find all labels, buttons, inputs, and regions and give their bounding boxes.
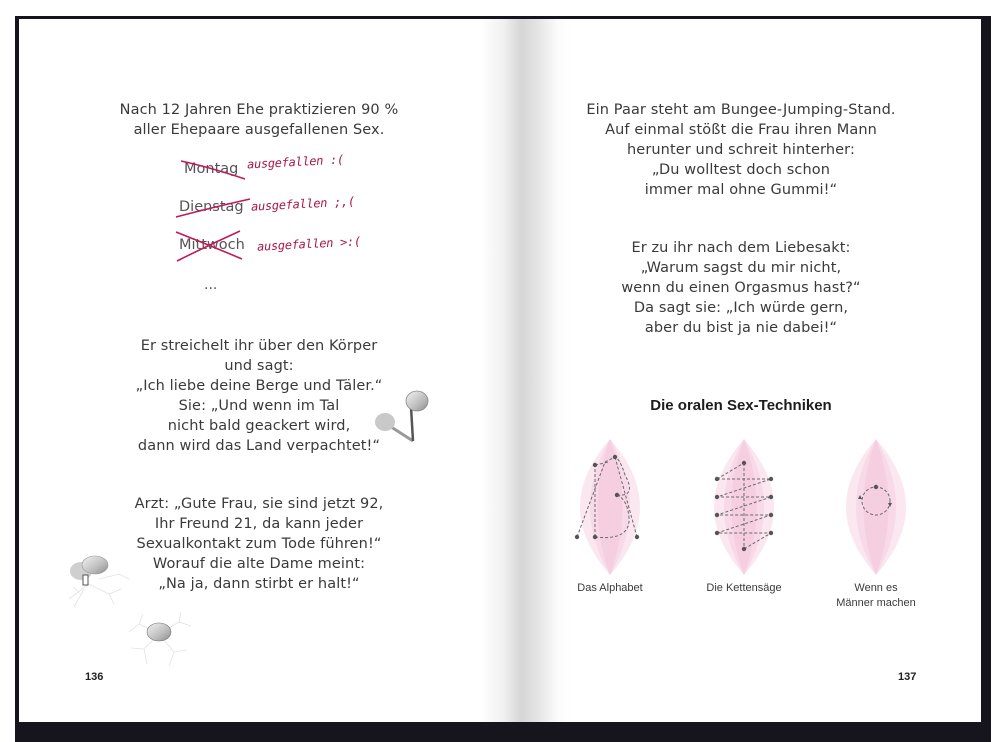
day-label: Dienstag	[179, 199, 244, 215]
joke-line: Worauf die alte Dame meint:	[152, 556, 366, 572]
day-row-mittwoch	[169, 235, 409, 273]
day-label: Mittwoch	[179, 237, 245, 253]
page-number-right: 137	[898, 671, 917, 683]
joke-line: aber du bist ja nie dabei!“	[644, 320, 838, 336]
alphabet-path-diagram-icon	[565, 437, 655, 577]
left-page	[19, 19, 499, 722]
technique-alphabet	[555, 437, 665, 596]
joke-line: „Na ja, dann stirbt er halt!“	[158, 576, 360, 592]
joke-line: „Du wolltest doch schon	[651, 162, 831, 178]
handwritten-note: ausgefallen :(	[246, 152, 345, 172]
technique-label-line: Wenn es	[854, 582, 898, 594]
joke-line: nicht bald geackert wird,	[167, 418, 351, 434]
joke-line: Nach 12 Jahren Ehe praktizieren 90 %	[119, 102, 399, 118]
joke-bungee	[501, 100, 981, 200]
circle-path-diagram-icon	[831, 437, 921, 577]
handwritten-note: ausgefallen ;,(	[250, 194, 356, 214]
technique-label: Die Kettensäge	[706, 582, 782, 594]
handwritten-note: ausgefallen >:(	[256, 234, 362, 254]
technique-label	[821, 581, 931, 611]
joke-line: Arzt: „Gute Frau, sie sind jetzt 92,	[134, 496, 384, 512]
joke-line: Ihr Freund 21, da kann jeder	[154, 516, 364, 532]
thumbtack-crack-icon	[119, 604, 209, 674]
joke-line: „Ich liebe deine Berge und Täler.“	[135, 378, 383, 394]
joke-line: aller Ehepaare ausgefallenen Sex.	[133, 122, 385, 138]
thumbtack-crack-icon	[59, 549, 139, 609]
crossed-out-days	[169, 152, 409, 273]
technique-label: Das Alphabet	[577, 582, 643, 594]
joke-line: „Warum sagst du mir nicht,	[640, 260, 842, 276]
joke-line: dann wird das Land verpachtet!“	[137, 438, 381, 454]
right-page	[501, 19, 981, 722]
joke-line: Sie: „Und wenn im Tal	[178, 398, 340, 414]
ellipsis: ...	[204, 277, 218, 293]
zigzag-path-diagram-icon	[699, 437, 789, 577]
technique-maenner	[821, 437, 931, 611]
joke-line: Ein Paar steht am Bungee-Jumping-Stand.	[586, 102, 896, 118]
technique-kettensaege	[689, 437, 799, 596]
joke-line: herunter und schreit hinterher:	[627, 142, 855, 158]
techniques-title: Die oralen Sex-Techniken	[650, 397, 832, 414]
joke-line: immer mal ohne Gummi!“	[644, 182, 838, 198]
joke-line: Sexualkontakt zum Tode führen!“	[136, 536, 382, 552]
page-number-left: 136	[85, 671, 104, 683]
joke-line: Er zu ihr nach dem Liebesakt:	[631, 240, 851, 256]
day-row-dienstag	[169, 194, 409, 235]
day-row-montag	[169, 152, 409, 197]
joke-line: Er streichelt ihr über den Körper	[140, 338, 378, 354]
book-spread	[19, 19, 981, 722]
joke-line: Da sagt sie: „Ich würde gern,	[633, 300, 849, 316]
joke-line: und sagt:	[224, 358, 294, 374]
day-label: Montag	[184, 161, 239, 177]
joke-ehe	[19, 100, 499, 140]
bent-thumbtack-icon	[371, 389, 443, 449]
technique-label-line: Männer machen	[836, 597, 916, 609]
joke-liebesakt	[501, 238, 981, 338]
joke-line: Auf einmal stößt die Frau ihren Mann	[605, 122, 877, 138]
joke-line: wenn du einen Orgasmus hast?“	[621, 280, 861, 296]
